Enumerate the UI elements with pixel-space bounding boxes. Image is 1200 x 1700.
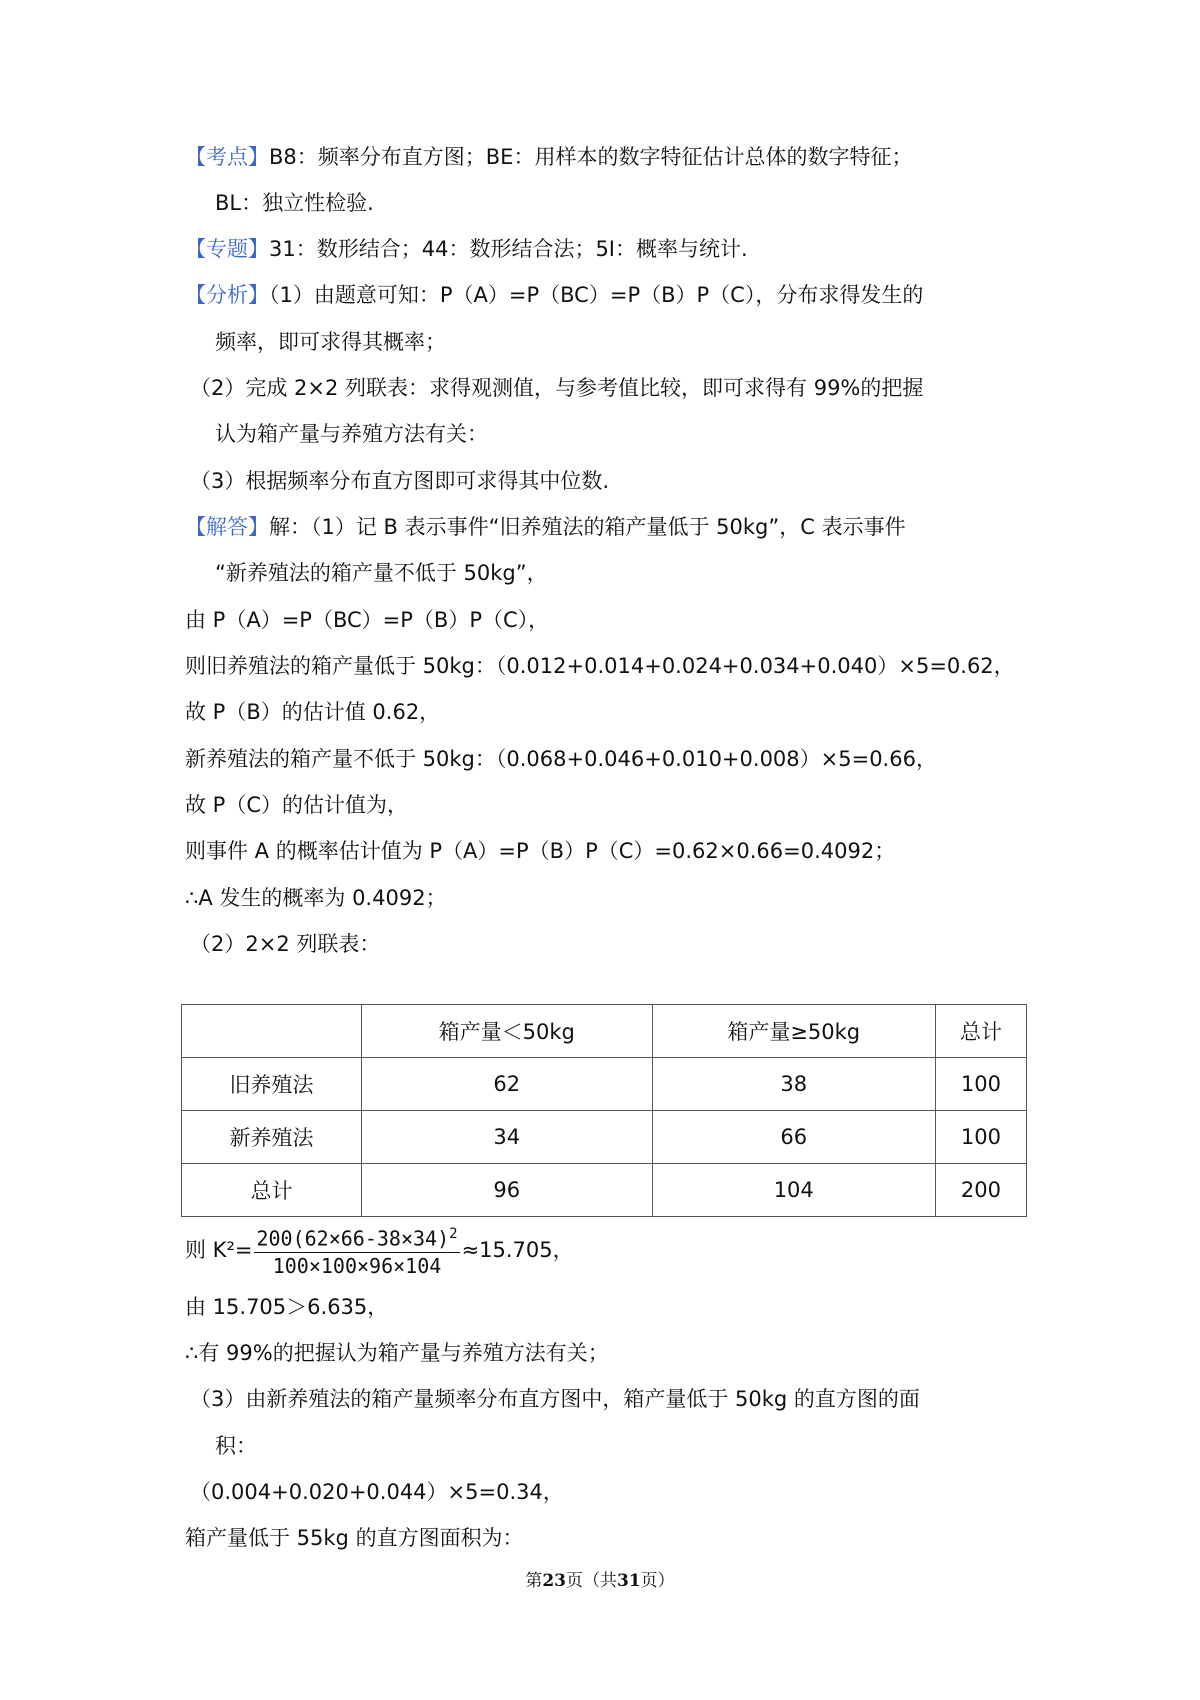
page-footer bbox=[0, 1566, 1200, 1591]
formula-numerator bbox=[254, 1222, 459, 1253]
footer-pre: 第 bbox=[525, 1571, 543, 1591]
footer-page-number: 23 bbox=[542, 1571, 566, 1591]
jieda-text-8: 则事件 A 的概率估计值为 P（A）=P（B）P（C）=0.62×0.66=0.4092； bbox=[185, 839, 896, 863]
table-cell: 38 bbox=[652, 1058, 935, 1111]
table-cell: 62 bbox=[361, 1058, 652, 1111]
contingency-table bbox=[181, 1004, 1027, 1217]
table-cell: 66 bbox=[652, 1111, 935, 1164]
table-row bbox=[182, 1164, 1027, 1217]
jieda-text-9: ∴A 发生的概率为 0.4092； bbox=[185, 886, 447, 910]
after-text-3: （3）由新养殖法的箱产量频率分布直方图中，箱产量低于 50kg 的直方图的面 bbox=[190, 1387, 920, 1411]
jieda-text-10: （2）2×2 列联表： bbox=[190, 932, 381, 956]
after-text-5: （0.004+0.020+0.044）×5=0.34， bbox=[190, 1480, 564, 1504]
zhuanti-line bbox=[185, 234, 748, 264]
jieda-line bbox=[185, 512, 906, 542]
fenxi-line bbox=[185, 280, 923, 310]
jieda-text-1: 解：（1）记 B 表示事件“旧养殖法的箱产量低于 50kg”，C 表示事件 bbox=[269, 515, 906, 539]
after-text-4: 积： bbox=[215, 1434, 257, 1458]
formula-numerator-exponent: 2 bbox=[449, 1226, 458, 1242]
jieda-tag: 【解答】 bbox=[185, 515, 269, 539]
jieda-text-2: “新养殖法的箱产量不低于 50kg”， bbox=[215, 561, 548, 585]
kaodian-text: B8：频率分布直方图；BE：用样本的数字特征估计总体的数字特征； bbox=[269, 145, 913, 169]
table-cell: 总计 bbox=[182, 1164, 362, 1217]
table-header-cell: 箱产量＜50kg bbox=[361, 1005, 652, 1058]
jieda-text-6: 新养殖法的箱产量不低于 50kg：（0.068+0.046+0.010+0.008）×5=0.66， bbox=[185, 747, 937, 771]
table-cell: 104 bbox=[652, 1164, 935, 1217]
fenxi-text-4: 认为箱产量与养殖方法有关： bbox=[215, 422, 488, 446]
jieda-text-5: 故 P（B）的估计值 0.62， bbox=[185, 700, 441, 724]
jieda-text-3: 由 P（A）=P（BC）=P（B）P（C）， bbox=[185, 608, 550, 632]
footer-post: 页） bbox=[640, 1571, 675, 1591]
table-row bbox=[182, 1111, 1027, 1164]
table-cell: 新养殖法 bbox=[182, 1111, 362, 1164]
formula-numerator-base: 200(62×66-38×34) bbox=[256, 1226, 450, 1251]
kaodian-cont: BL：独立性检验. bbox=[215, 191, 374, 215]
table-cell: 34 bbox=[361, 1111, 652, 1164]
zhuanti-tag: 【专题】 bbox=[185, 237, 269, 261]
footer-total-pages: 31 bbox=[617, 1571, 641, 1591]
after-text-2: ∴有 99%的把握认为箱产量与养殖方法有关； bbox=[185, 1341, 609, 1365]
kaodian-line bbox=[185, 142, 912, 172]
table-header-cell: 总计 bbox=[935, 1005, 1026, 1058]
table-cell: 100 bbox=[935, 1058, 1026, 1111]
zhuanti-text: 31：数形结合；44：数形结合法；5I：概率与统计. bbox=[269, 237, 748, 261]
table-cell: 96 bbox=[361, 1164, 652, 1217]
formula-suffix: ≈15.705， bbox=[461, 1237, 574, 1262]
formula-denominator: 100×100×96×104 bbox=[272, 1253, 442, 1278]
fenxi-tag: 【分析】 bbox=[185, 283, 269, 307]
after-text-6: 箱产量低于 55kg 的直方图面积为： bbox=[185, 1526, 524, 1550]
fenxi-text-5: （3）根据频率分布直方图即可求得其中位数. bbox=[190, 469, 610, 493]
footer-mid: 页（共 bbox=[566, 1571, 617, 1591]
jieda-text-7: 故 P（C）的估计值为， bbox=[185, 793, 409, 817]
table-cell: 200 bbox=[935, 1164, 1026, 1217]
fenxi-text-2: 频率，即可求得其概率； bbox=[215, 330, 446, 354]
after-text-1: 由 15.705＞6.635， bbox=[185, 1295, 389, 1319]
table-header-row bbox=[182, 1005, 1027, 1058]
formula-fraction bbox=[254, 1222, 459, 1278]
table-row bbox=[182, 1058, 1027, 1111]
jieda-text-4: 则旧养殖法的箱产量低于 50kg：（0.012+0.014+0.024+0.034+0.040）×5=0.62， bbox=[185, 654, 1015, 678]
table-header-cell bbox=[182, 1005, 362, 1058]
fenxi-text-1: （1）由题意可知：P（A）=P（BC）=P（B）P（C），分布求得发生的 bbox=[269, 283, 924, 307]
table-header-cell: 箱产量≥50kg bbox=[652, 1005, 935, 1058]
kaodian-tag: 【考点】 bbox=[185, 145, 269, 169]
table-cell: 旧养殖法 bbox=[182, 1058, 362, 1111]
formula-prefix: 则 K²= bbox=[185, 1237, 253, 1262]
chi-square-formula bbox=[185, 1222, 574, 1278]
fenxi-text-3: （2）完成 2×2 列联表：求得观测值，与参考值比较，即可求得有 99%的把握 bbox=[190, 376, 924, 400]
table-cell: 100 bbox=[935, 1111, 1026, 1164]
